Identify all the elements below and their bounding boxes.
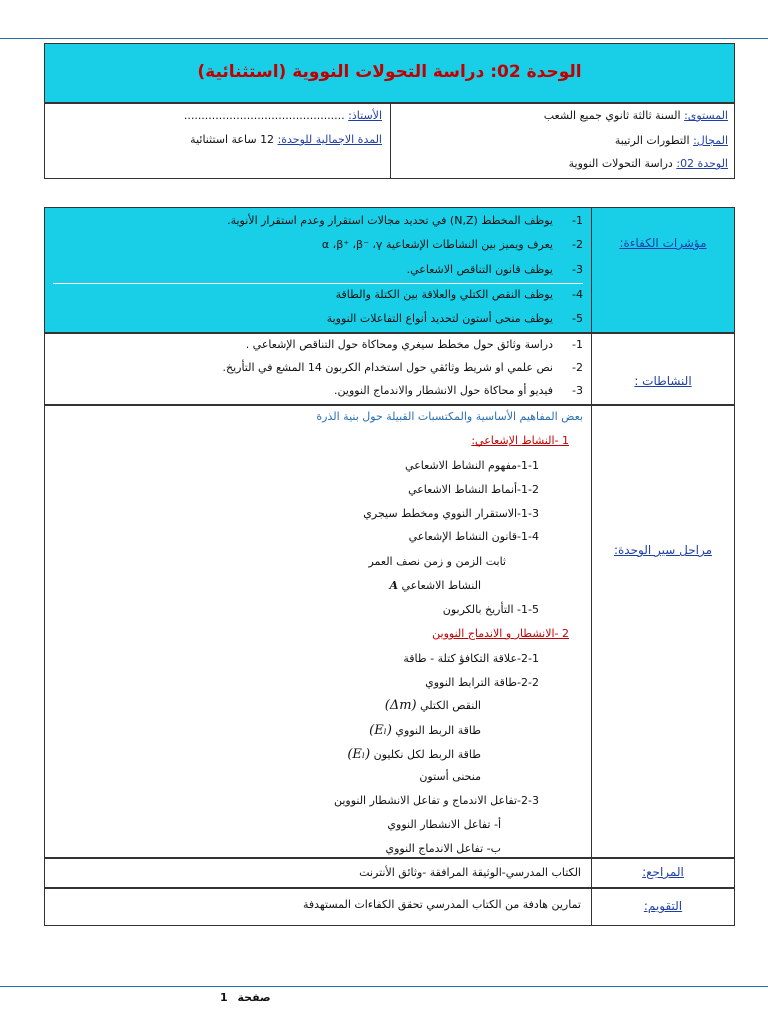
info-divider [390, 104, 391, 178]
level-label: المستوى: [684, 109, 728, 122]
activity-text-3: فيديو أو محاكاة حول الانشطار والاندماج النووين. [334, 384, 553, 397]
activity-num-2: 2- [572, 361, 583, 374]
level-line [544, 109, 728, 122]
activity-item-3 [334, 384, 583, 397]
duration-value: 12 ساعة استثنائية [190, 133, 275, 146]
stage-2-3: 2-3-تفاعل الاندماج و تفاعل الانشطار النووين [333, 794, 539, 807]
references-label: المراجع: [642, 865, 684, 879]
evaluation-label-cell [591, 888, 735, 926]
indicator-text-2: يعرف ويميز بين النشاطات الإشعاعية α ،β⁺ ،β⁻ ،γ [321, 238, 553, 251]
references-text: الكتاب المدرسي-الوثيقة المرافقة -وثائق الأنترنت [359, 866, 581, 879]
indicator-num-3: 3- [572, 263, 583, 276]
stages-section-2: 2 -الانشطار و الاندماج النووين [432, 627, 569, 640]
stages-label: مراحل سير الوحدة: [613, 543, 713, 557]
activities-content [44, 333, 592, 405]
page-number: 1 [220, 991, 228, 1004]
field-line [615, 134, 728, 147]
stage-1-3: 1-3-الاستقرار النووي ومخطط سيجري [363, 507, 539, 520]
references-content [44, 858, 592, 888]
level-value: السنة ثالثة ثانوي جميع الشعب [543, 109, 681, 122]
info-box [44, 103, 735, 179]
stages-intro: بعض المفاهيم الأساسية والمكتسبات القبيلة حول بنية الذرة [316, 410, 583, 423]
stage-2-3b: ب- تفاعل الاندماج النووي [385, 842, 501, 855]
page-label: صفحة [237, 991, 271, 1004]
indicator-item-3 [407, 263, 583, 276]
indicator-num-2: 2- [572, 238, 583, 251]
unit-label: الوحدة 02: [676, 157, 728, 170]
activities-label-cell [591, 333, 735, 405]
stage-2-2b-line [369, 723, 481, 738]
duration-line [190, 133, 382, 146]
bottom-rule [0, 986, 768, 987]
stage-1-2: 1-2-أنماط النشاط الاشعاعي [408, 483, 539, 496]
indicator-num-4: 4- [572, 288, 583, 301]
stage-2-2c-line [347, 747, 481, 762]
indicator-item-5 [327, 312, 583, 325]
stage-1-4b: النشاط الاشعاعي [401, 579, 481, 592]
mass-defect-symbol: (Δm) [384, 698, 417, 713]
teacher-line [184, 109, 382, 122]
stage-2-2c: طاقة الربط لكل نكليون [373, 748, 481, 761]
indicator-text-4: يوظف النقص الكتلي والعلاقة بين الكتلة والطاقة [335, 288, 553, 301]
stage-2-2b: طاقة الربط النووي [395, 724, 481, 737]
indicator-num-1: 1- [572, 214, 583, 227]
stage-2-2a-line [385, 698, 481, 713]
activity-num-3: 3- [572, 384, 583, 397]
teacher-label: الأستاذ: [348, 109, 382, 122]
unit-value: دراسة التحولات النووية [568, 157, 673, 170]
activity-text-1: دراسة وثائق حول مخطط سيغري ومحاكاة حول التناقص الإشعاعي . [245, 338, 553, 351]
indicator-separator [53, 283, 583, 284]
page-footer [220, 991, 271, 1004]
indicator-text-1: يوظف المخطط (N,Z) في تحديد مجالات استقرار وعدم استقرار الأنوية. [227, 214, 553, 227]
teacher-value: .............................................. [183, 109, 345, 122]
stage-2-2: 2-2-طاقة الترابط النووي [425, 676, 539, 689]
activity-item-1 [246, 338, 583, 351]
binding-energy-symbol: (Eₗ) [369, 723, 392, 738]
evaluation-content [44, 888, 592, 926]
stages-content [44, 405, 592, 858]
stage-1-1: 1-1-مفهوم النشاط الاشعاعي [405, 459, 539, 472]
top-rule [0, 38, 768, 39]
indicator-text-3: يوظف قانون التناقص الاشعاعي. [406, 263, 553, 276]
activity-item-2 [222, 361, 583, 374]
activity-num-1: 1- [572, 338, 583, 351]
stage-2-2d: منحنى أستون [419, 770, 481, 783]
indicators-label: مؤشرات الكفاءة: [619, 236, 707, 250]
stages-label-cell [591, 405, 735, 858]
stage-2-1: 2-1-علاقة التكافؤ كتلة - طاقة [403, 652, 539, 665]
stage-2-3a: أ- تفاعل الانشطار النووي [387, 818, 501, 831]
stage-2-2a: النقص الكتلي [420, 699, 481, 712]
stage-1-5: 1-5- التأريخ بالكربون [442, 603, 539, 616]
indicator-item-1 [227, 214, 583, 227]
duration-label: المدة الاجمالية للوحدة: [277, 133, 382, 146]
page-title: الوحدة 02: دراسة التحولات النووية (استثنائية) [197, 62, 582, 82]
indicators-content [44, 207, 592, 333]
stage-1-4b-line [389, 579, 481, 592]
indicator-item-2 [322, 238, 583, 251]
activity-symbol: A [389, 579, 398, 592]
references-label-cell [591, 858, 735, 888]
unit-line [569, 157, 728, 170]
stage-1-4: 1-4-قانون النشاط الإشعاعي [408, 530, 539, 543]
stage-1-4a: ثابت الزمن و زمن نصف العمر [368, 555, 506, 568]
indicator-text-5: يوظف منحى أستون لتحديد أنواع التفاعلات النووية [326, 312, 553, 325]
evaluation-label: التقويم: [643, 899, 683, 913]
activity-text-2: نص علمي او شريط وثائقي حول استخدام الكربون 14 المشع في التأريخ. [222, 361, 553, 374]
evaluation-text: تمارين هادفة من الكتاب المدرسي تحقق الكفاءات المستهدفة [303, 898, 581, 911]
field-label: المجال: [693, 134, 728, 147]
activities-label: النشاطات : [634, 374, 692, 388]
field-value: التطورات الرتيبة [614, 134, 690, 147]
indicators-label-cell [591, 207, 735, 333]
indicator-item-4 [336, 288, 583, 301]
binding-energy-per-nucleon-symbol: (Eₗ) [347, 747, 371, 762]
title-box [44, 43, 735, 103]
stages-section-1: 1 -النشاط الإشعاعي: [471, 434, 569, 447]
indicator-num-5: 5- [572, 312, 583, 325]
